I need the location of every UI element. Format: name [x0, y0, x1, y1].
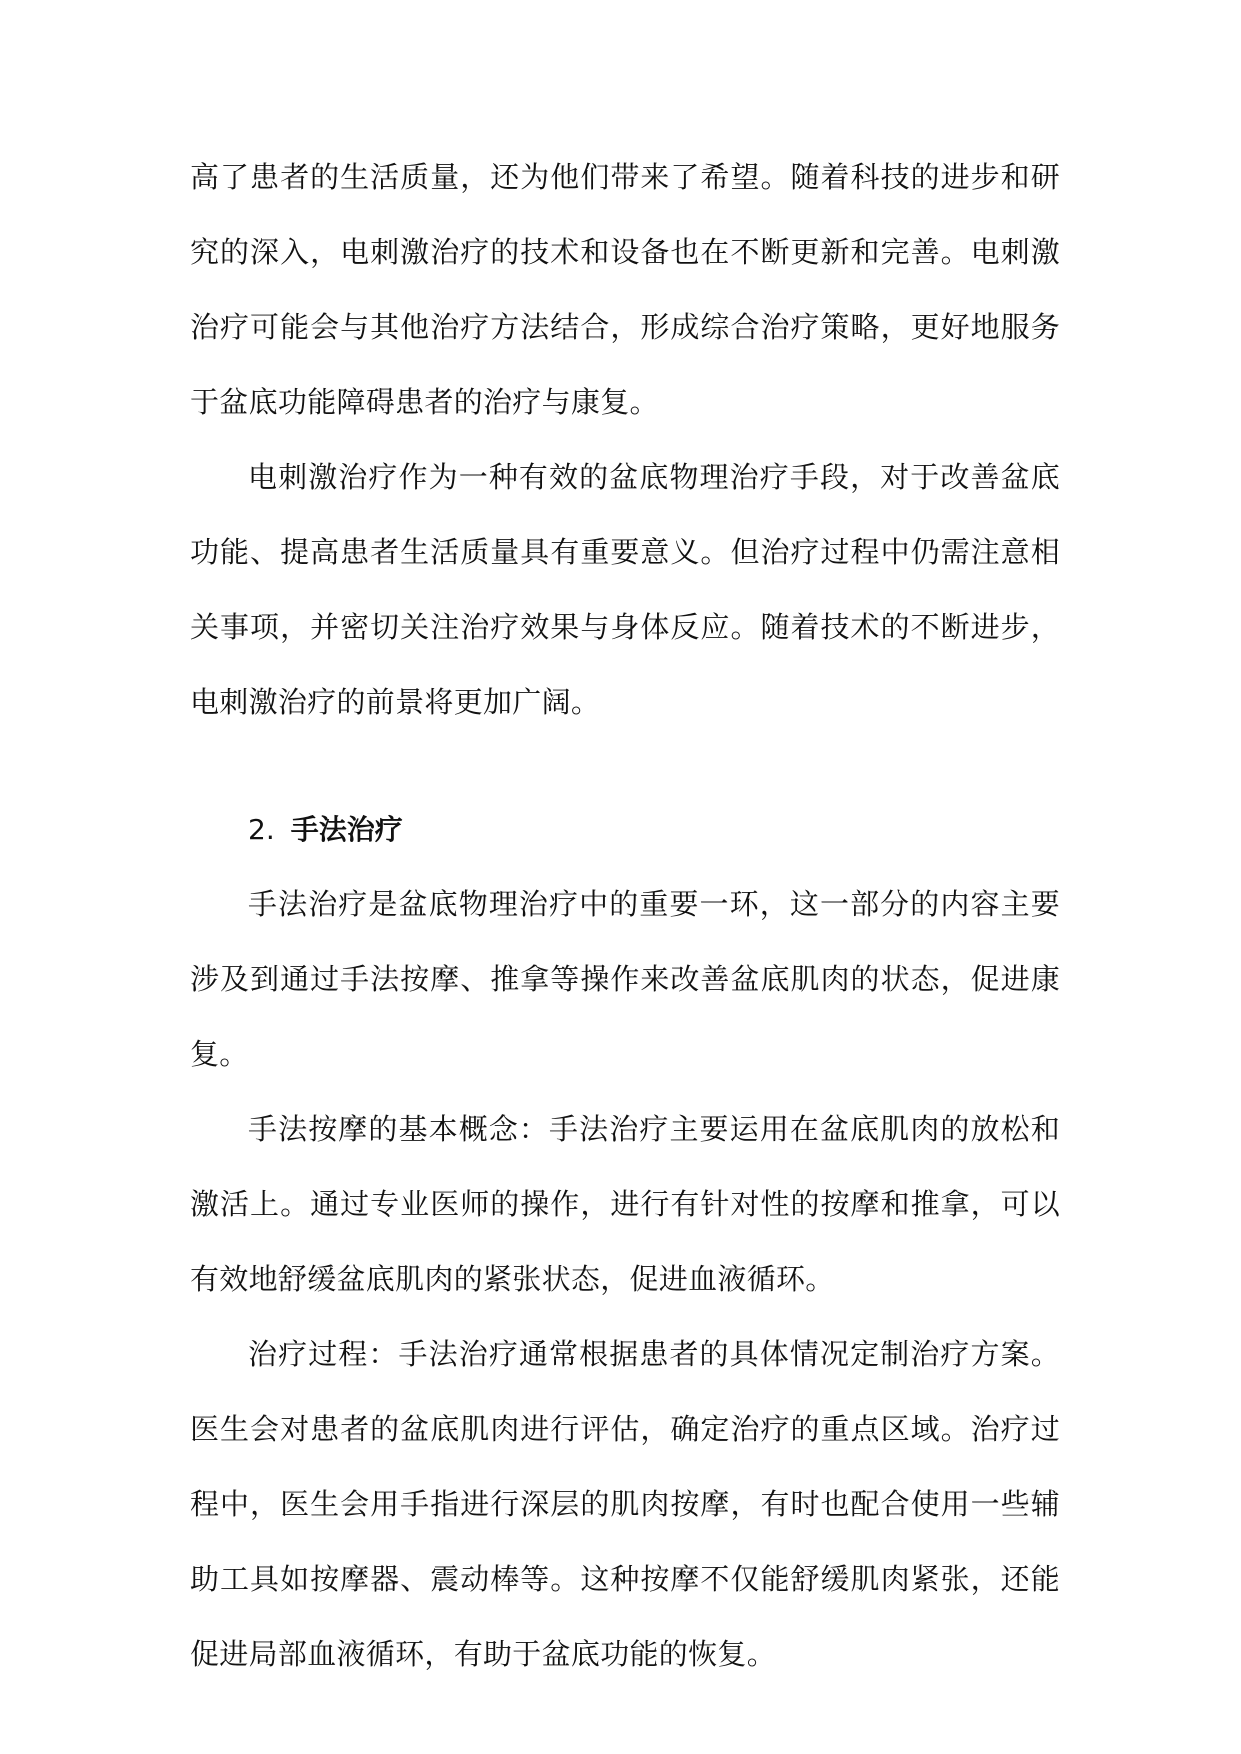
paragraph-electro-stimulation-summary: 电刺激治疗作为一种有效的盆底物理治疗手段，对于改善盆底功能、提高患者生活质量具有重要意义。但治疗过程中仍需注意相关事项，并密切关注治疗效果与身体反应。随着技术的不断进步，电刺激治疗的前景将更加广阔。 [190, 460, 1060, 719]
paragraph-massage-concept: 手法按摩的基本概念：手法治疗主要运用在盆底肌肉的放松和激活上。通过专业医师的操作，进行有针对性的按摩和推拿，可以有效地舒缓盆底肌肉的紧张状态，促进血液循环。 [190, 1112, 1060, 1296]
section-heading [190, 792, 1060, 867]
document-body [190, 140, 1060, 1692]
paragraph-continued: 高了患者的生活质量，还为他们带来了希望。随着科技的进步和研究的深入，电刺激治疗的技术和设备也在不断更新和完善。电刺激治疗可能会与其他治疗方法结合，形成综合治疗策略，更好地服务于盆底功能障碍患者的治疗与康复。 [190, 160, 1060, 419]
section-number: 2. [248, 813, 275, 846]
paragraph-treatment-process: 治疗过程：手法治疗通常根据患者的具体情况定制治疗方案。医生会对患者的盆底肌肉进行评估，确定治疗的重点区域。治疗过程中，医生会用手指进行深层的肌肉按摩，有时也配合使用一些辅助工具如按摩器、震动棒等。这种按摩不仅能舒缓肌肉紧张，还能促进局部血液循环，有助于盆底功能的恢复。 [190, 1337, 1060, 1671]
section-title: 手法治疗 [290, 813, 403, 846]
paragraph-manual-therapy-intro: 手法治疗是盆底物理治疗中的重要一环，这一部分的内容主要涉及到通过手法按摩、推拿等操作来改善盆底肌肉的状态，促进康复。 [190, 887, 1060, 1071]
